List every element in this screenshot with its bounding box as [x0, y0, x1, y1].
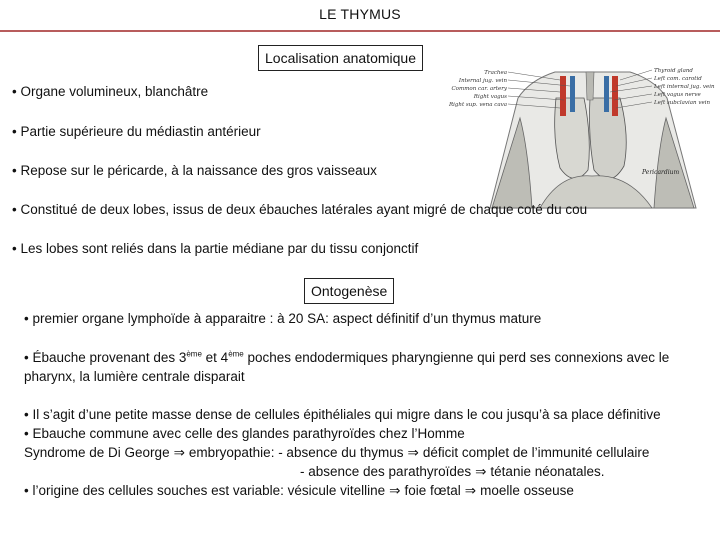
page-title: LE THYMUS: [319, 6, 401, 22]
di-george-deficit: déficit complet de l’immunité cellulaire: [422, 445, 650, 460]
figure-label-pericardium: Pericardium: [642, 169, 680, 176]
figure-label-right: Left internal jug. vein: [654, 84, 715, 90]
p2-text-c: poches endodermiques pharyngienne qui perd ses connexions avec le pharynx, la lumière centrale disparait: [24, 350, 670, 384]
implies-arrow-icon: ⇒: [407, 445, 419, 460]
implies-arrow-icon: ⇒: [464, 483, 477, 498]
figure-label-left: Common car. artery: [451, 86, 507, 92]
p-di-george: [24, 443, 718, 462]
implies-arrow-icon: ⇒: [173, 445, 185, 460]
implies-arrow-icon: ⇒: [389, 483, 401, 498]
p2-superscript-1: ème: [186, 349, 202, 359]
di-george-embryopathie: embryopathie: - absence du thymus: [188, 445, 404, 460]
figure-label-left: Trachea: [484, 70, 507, 76]
bullet-constitue: • Constitué de deux lobes, issus de deux ébauches latérales ayant migré de chaque coté du cou: [12, 202, 588, 217]
ontogenese-paragraph-1: [24, 309, 718, 328]
bullet-organe: • Organe volumineux, blanchâtre: [12, 84, 209, 99]
p-premier-organe: • premier organe lymphoïde à apparaitre : à 20 SA: aspect définitif d’un thymus mature: [24, 311, 542, 326]
section-heading-ontogenese: Ontogenèse: [304, 278, 394, 304]
ontogenese-paragraph-3: [24, 405, 718, 500]
foie-foetal: foie fœtal: [404, 483, 461, 498]
ontogenese-paragraph-2: [24, 348, 718, 386]
figure-label-right: Thyroid gland: [654, 68, 693, 74]
moelle-osseuse: moelle osseuse: [480, 483, 574, 498]
figure-label-left: Internal jug. vein: [458, 78, 507, 84]
figure-label-right: Left com. carotid: [654, 76, 702, 82]
p-parathyroides: [24, 462, 718, 481]
absence-parathyroides: - absence des parathyroïdes: [300, 464, 472, 479]
p-ebauche-commune: • Ebauche commune avec celle des glandes parathyroïdes chez l’Homme: [24, 426, 465, 441]
p-petite-masse: • Il s’agit d’une petite masse dense de cellules épithéliales qui migre dans le cou jusqu’à sa place définitive: [24, 407, 661, 422]
figure-label-left: Right vagus: [473, 94, 507, 100]
section-heading-localisation: Localisation anatomique: [258, 45, 423, 71]
title-divider: [0, 30, 720, 32]
figure-label-right: Left subclavian vein: [654, 100, 711, 106]
figure-label-left: Right sup. vena cava: [449, 102, 507, 108]
tetanie: tétanie néonatales.: [490, 464, 605, 479]
origine-text: • l’origine des cellules souches est variable: vésicule vitelline: [24, 483, 386, 498]
figure-label-right: Left vagus nerve: [654, 92, 701, 98]
bullet-partie-superieure: • Partie supérieure du médiastin antérieur: [12, 124, 261, 139]
p2-superscript-2: ème: [228, 349, 244, 359]
p-origine-cellules: [24, 481, 718, 500]
p2-text-a: • Ébauche provenant des 3: [24, 350, 187, 365]
di-george-label: Syndrome de Di George: [24, 445, 170, 460]
p2-text-b: et 4: [201, 350, 229, 365]
bullet-lobes-relies: • Les lobes sont reliés dans la partie médiane par du tissu conjonctif: [12, 241, 419, 256]
p-ebauche: [24, 348, 718, 386]
implies-arrow-icon: ⇒: [475, 464, 487, 479]
bullet-repose: • Repose sur le péricarde, à la naissance des gros vaisseaux: [12, 163, 377, 178]
thymus-anatomy-figure: [449, 58, 722, 208]
